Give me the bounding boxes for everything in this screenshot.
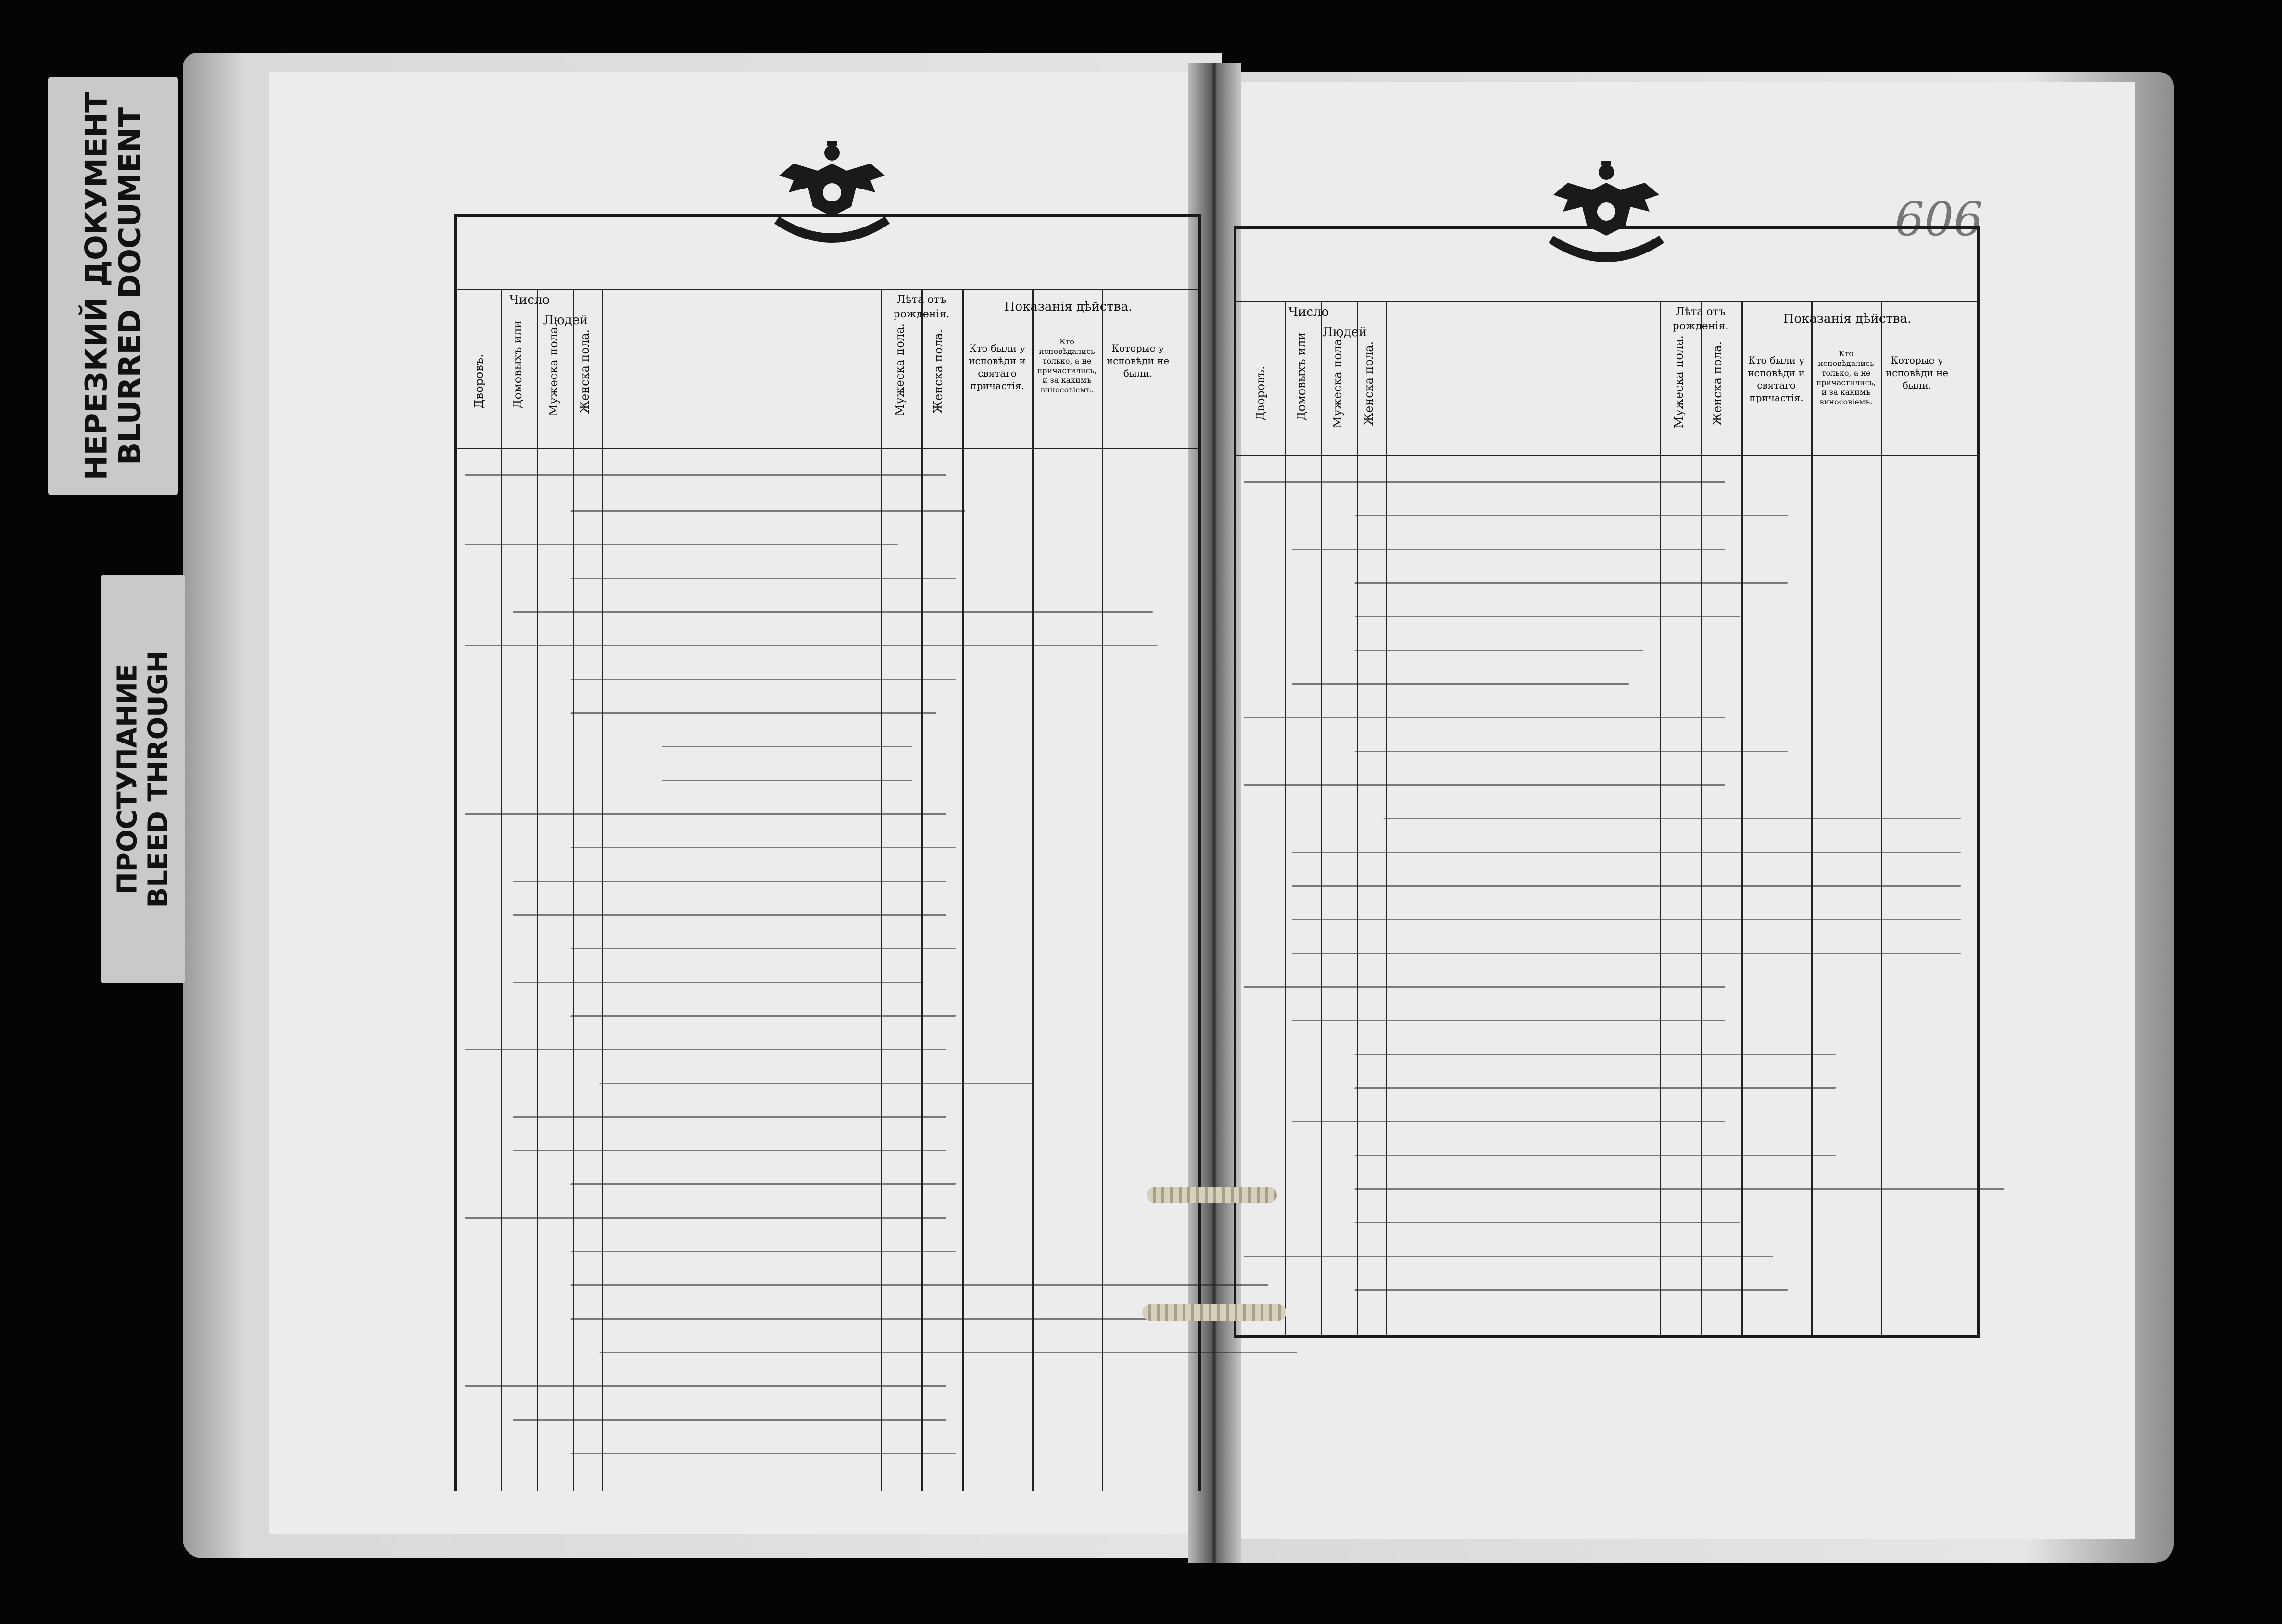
bleed-label-en: BLEED THROUGH bbox=[142, 650, 174, 908]
header-birth-male: Мужеска пола. bbox=[1672, 335, 1686, 428]
handwritten-row bbox=[1292, 933, 1965, 954]
register-table-left bbox=[454, 214, 1201, 1491]
header-birth-years: Лѣта отъ рожденія. bbox=[1672, 306, 1729, 332]
handwritten-row bbox=[1292, 664, 1633, 685]
header-confessed-only: Кто исповѣдались только, а не причастились, и за какимъ виносовіемъ. bbox=[1037, 337, 1097, 394]
handwritten-row bbox=[465, 626, 1161, 646]
folio-number: 606 bbox=[1895, 192, 1983, 246]
blurred-document-label bbox=[48, 77, 178, 495]
handwritten-row bbox=[1244, 698, 1729, 718]
handwritten-row bbox=[662, 727, 916, 747]
handwritten-row bbox=[465, 455, 950, 476]
header-not-confessed: Которые у исповѣди не были. bbox=[1885, 354, 1949, 391]
handwritten-row bbox=[1354, 1270, 1791, 1291]
header-birth-female: Женска пола. bbox=[1711, 341, 1724, 426]
handwritten-row bbox=[1244, 765, 1729, 786]
handwritten-row bbox=[1354, 1068, 1840, 1089]
header-confession: Показанія дѣйства. bbox=[1004, 300, 1133, 314]
handwritten-row bbox=[1292, 900, 1965, 920]
header-houses: Домовыхъ или bbox=[511, 320, 524, 409]
handwritten-row bbox=[513, 861, 950, 882]
header-female: Женска пола. bbox=[578, 329, 592, 414]
handwritten-row bbox=[1354, 597, 1743, 617]
handwritten-row bbox=[513, 1400, 950, 1421]
handwritten-row bbox=[513, 895, 950, 916]
header-confessed: Кто были у исповѣди и святаго причастія. bbox=[969, 342, 1026, 391]
header-confessed: Кто были у исповѣди и святаго причастія. bbox=[1748, 354, 1805, 403]
binding-thread bbox=[1142, 1304, 1286, 1321]
handwritten-row bbox=[1354, 1203, 1743, 1223]
handwritten-row bbox=[570, 1434, 959, 1454]
handwritten-row bbox=[570, 659, 959, 680]
handwritten-row bbox=[513, 962, 926, 983]
header-female: Женска пола. bbox=[1362, 341, 1375, 426]
header-confession: Показанія дѣйства. bbox=[1783, 312, 1912, 326]
handwritten-row bbox=[570, 558, 959, 579]
handwritten-row bbox=[1383, 799, 1965, 819]
header-birth-female: Женска пола. bbox=[932, 329, 945, 414]
handwritten-row bbox=[1292, 1102, 1729, 1122]
handwritten-row bbox=[599, 1063, 1036, 1084]
handwritten-row bbox=[570, 929, 959, 949]
handwritten-row bbox=[1244, 967, 1729, 988]
handwritten-row bbox=[662, 760, 916, 781]
handwritten-row bbox=[513, 1131, 950, 1151]
handwritten-row bbox=[1354, 630, 1647, 651]
handwritten-row bbox=[1244, 462, 1729, 483]
header-households: Дворовъ. bbox=[1254, 366, 1267, 421]
handwritten-row bbox=[465, 525, 902, 545]
header-houses: Домовыхъ или bbox=[1295, 332, 1308, 421]
bleed-label-ru: ПРОСТУПАНИЕ bbox=[112, 663, 143, 895]
handwritten-row bbox=[465, 1030, 950, 1050]
header-male: Мужеска пола. bbox=[1331, 335, 1344, 428]
handwritten-row bbox=[1354, 1169, 2008, 1190]
handwritten-row bbox=[465, 1366, 950, 1387]
handwritten-row bbox=[599, 1333, 1301, 1353]
handwritten-row bbox=[570, 828, 959, 848]
blurred-label-en: BLURRED DOCUMENT bbox=[112, 107, 148, 466]
handwritten-row bbox=[1354, 496, 1791, 516]
header-households: Дворовъ. bbox=[472, 354, 486, 409]
binding-thread bbox=[1147, 1187, 1277, 1203]
header-confessed-only: Кто исповѣдались только, а не причастились, и за какимъ виносовіемъ. bbox=[1816, 349, 1876, 406]
blurred-label-ru: НЕРЕЗКИЙ ДОКУМЕНТ bbox=[78, 92, 114, 480]
header-birth-male: Мужеска пола. bbox=[893, 323, 907, 416]
handwritten-row bbox=[570, 1164, 959, 1185]
handwritten-row bbox=[570, 491, 969, 512]
handwritten-row bbox=[1244, 1236, 1777, 1257]
header-count: Число bbox=[509, 293, 550, 307]
handwritten-row bbox=[465, 794, 950, 815]
handwritten-row bbox=[513, 1097, 950, 1118]
header-not-confessed: Которые у исповѣди не были. bbox=[1106, 342, 1170, 379]
handwritten-row bbox=[1354, 731, 1791, 752]
bleed-through-label bbox=[101, 575, 185, 983]
handwritten-row bbox=[1354, 1135, 1840, 1156]
handwritten-row bbox=[1354, 563, 1791, 584]
handwritten-row bbox=[1292, 832, 1965, 853]
header-birth-years: Лѣта отъ рожденія. bbox=[893, 294, 950, 320]
handwritten-row bbox=[570, 693, 940, 714]
header-male: Мужеска пола. bbox=[547, 323, 560, 416]
header-people: Людей bbox=[1322, 325, 1367, 340]
handwritten-row bbox=[1354, 1034, 1840, 1055]
handwritten-row bbox=[465, 1198, 950, 1219]
handwritten-row bbox=[570, 996, 959, 1017]
handwritten-row bbox=[1292, 529, 1729, 550]
header-count: Число bbox=[1288, 305, 1329, 319]
handwritten-row bbox=[1292, 866, 1965, 887]
handwritten-row bbox=[1292, 1001, 1729, 1021]
handwritten-row bbox=[513, 592, 1157, 613]
header-people: Людей bbox=[543, 313, 588, 327]
handwritten-row bbox=[570, 1232, 959, 1252]
handwritten-row bbox=[570, 1265, 1272, 1286]
register-table-right bbox=[1234, 226, 1980, 1338]
